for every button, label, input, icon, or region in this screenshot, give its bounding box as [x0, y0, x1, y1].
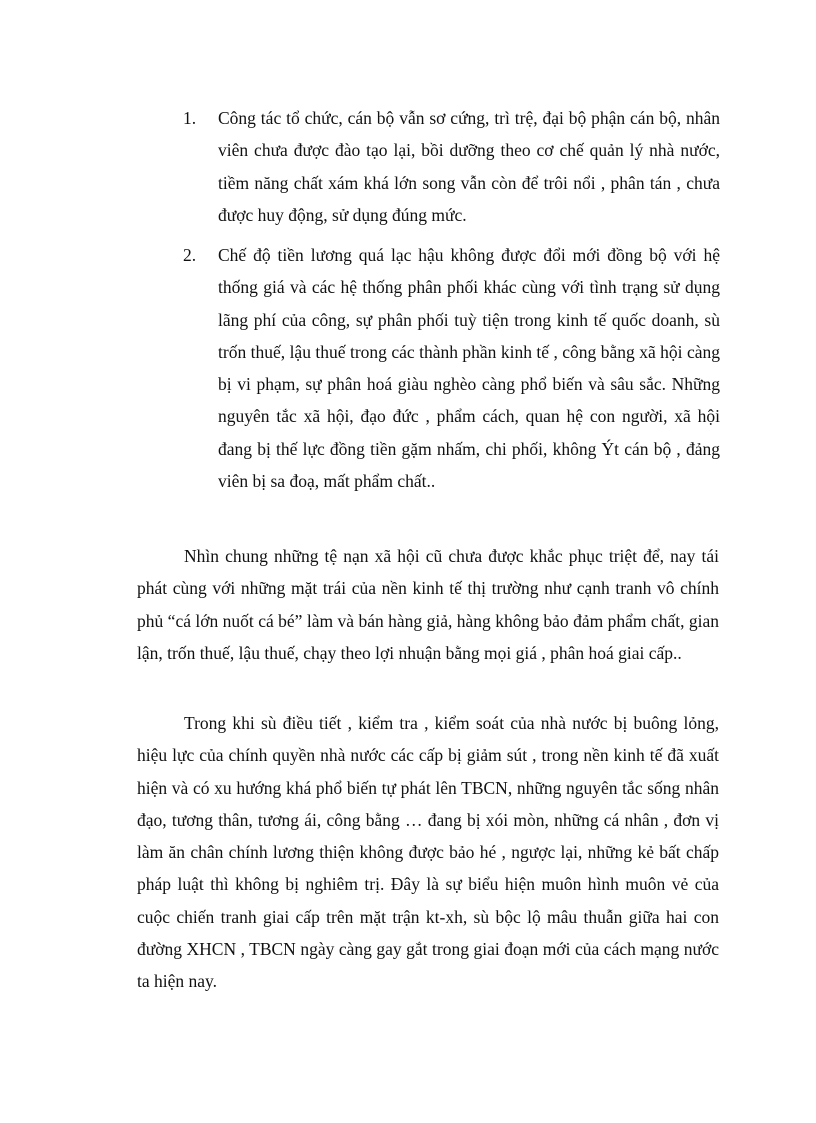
paragraph-regulation: Trong khi sù điều tiết , kiểm tra , kiểm soát của nhà nước bị buông lỏng, hiệu lực của chính quyền nhà nước các cấp bị giảm sút , trong nền kinh tế đã xuất hiện và có xu hướng khá phổ biến tự phát lên TBCN, những nguyên tắc sống nhân đạo, tương thân, tương ái, công bằng … đang bị xói mòn, những cá nhân , đơn vị làm ăn chân chính lương thiện không được bảo hé , ngược lại, những kẻ bất chấp pháp luật thì không bị nghiêm trị. Đây là sự biểu hiện muôn hình muôn vẻ của cuộc chiến tranh giai cấp trên mặt trận kt-xh, sù bộc lộ mâu thuẫn giữa hai con đường XHCN , TBCN ngày càng gay gắt trong giai đoạn mới của cách mạng nước ta hiện nay.	[137, 713, 719, 992]
list-item-text: Chế độ tiền lương quá lạc hậu không được đổi mới đồng bộ với hệ thống giá và các hệ thống phân phối khác cùng với tình trạng sử dụng lãng phí của công, sự phân phối tuỳ tiện trong kinh tế quốc doanh, sù trốn thuế, lậu thuế trong các thành phần kinh tế , công bằng xã hội càng bị vi phạm, sự phân hoá giàu nghèo càng phổ biến và sâu sắc. Những nguyên tắc xã hội, đạo đức , phẩm cách, quan hệ con người, xã hội đang bị thế lực đồng tiền gặm nhấm, chi phối, không Ýt cán bộ , đảng viên bị sa đoạ, mất phẩm chất..	[218, 245, 720, 492]
list-number: 1.	[183, 108, 197, 128]
paragraph-overview: Nhìn chung những tệ nạn xã hội cũ chưa được khắc phục triệt để, nay tái phát cùng với những mặt trái của nền kinh tế thị trường như cạnh tranh vô chính phủ “cá lớn nuốt cá bé” làm và bán hàng giả, hàng không bảo đảm phẩm chất, gian lận, trốn thuế, lậu thuế, chạy theo lợi nhuận bằng mọi giá , phân hoá giai cấp..	[137, 546, 719, 663]
list-item-text: Công tác tổ chức, cán bộ vẫn sơ cứng, trì trệ, đại bộ phận cán bộ, nhân viên chưa được đào tạo lại, bồi dưỡng theo cơ chế quản lý nhà nước, tiềm năng chất xám khá lớn song vẫn còn để trôi nổi , phân tán , chưa được huy động, sử dụng đúng mức.	[218, 108, 720, 225]
list-number: 2.	[183, 245, 197, 265]
